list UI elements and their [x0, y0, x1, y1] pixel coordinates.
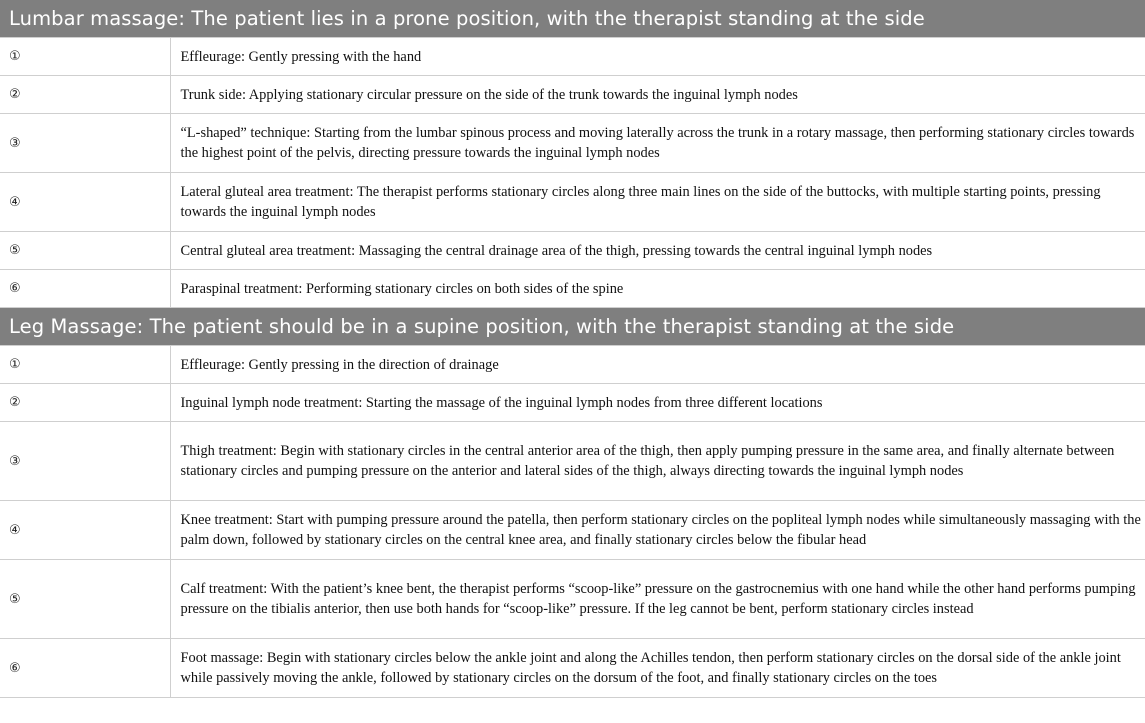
- step-number: ②: [0, 76, 170, 114]
- step-description: Foot massage: Begin with stationary circles below the ankle joint and along the Achilles tendon, then perform stationary circles on the dorsal side of the ankle joint while passively moving the ankle, followed by stationary circles on the dorsum of the foot, and finally stationary circles on the toes: [170, 639, 1145, 698]
- step-number: ④: [0, 173, 170, 232]
- step-number: ①: [0, 346, 170, 384]
- table-row: [0, 384, 1145, 422]
- step-number: ③: [0, 114, 170, 173]
- step-description: Trunk side: Applying stationary circular pressure on the side of the trunk towards the inguinal lymph nodes: [170, 76, 1145, 114]
- step-number: ⑤: [0, 560, 170, 639]
- table-row: [0, 639, 1145, 698]
- section-header-leg: [0, 308, 1145, 346]
- table-row: [0, 173, 1145, 232]
- step-number: ⑥: [0, 639, 170, 698]
- step-description: “L-shaped” technique: Starting from the lumbar spinous process and moving laterally across the trunk in a rotary massage, then performing stationary circles towards the highest point of the pelvis, directing pressure towards the inguinal lymph nodes: [170, 114, 1145, 173]
- table-row: [0, 422, 1145, 501]
- table-row: [0, 346, 1145, 384]
- step-number: ⑥: [0, 270, 170, 308]
- table-row: [0, 114, 1145, 173]
- section-title: Leg Massage: The patient should be in a supine position, with the therapist standing at the side: [0, 308, 1145, 346]
- step-description: Inguinal lymph node treatment: Starting the massage of the inguinal lymph nodes from three different locations: [170, 384, 1145, 422]
- step-description: Paraspinal treatment: Performing stationary circles on both sides of the spine: [170, 270, 1145, 308]
- step-description: Effleurage: Gently pressing with the hand: [170, 38, 1145, 76]
- step-number: ④: [0, 501, 170, 560]
- section-title: Lumbar massage: The patient lies in a prone position, with the therapist standing at the side: [0, 0, 1145, 38]
- step-description: Lateral gluteal area treatment: The therapist performs stationary circles along three main lines on the side of the buttocks, with multiple starting points, pressing towards the inguinal lymph nodes: [170, 173, 1145, 232]
- table-row: [0, 232, 1145, 270]
- table-row: [0, 270, 1145, 308]
- step-description: Effleurage: Gently pressing in the direction of drainage: [170, 346, 1145, 384]
- step-number: ①: [0, 38, 170, 76]
- step-description: Thigh treatment: Begin with stationary circles in the central anterior area of the thigh, then apply pumping pressure in the same area, and finally alternate between stationary circles and pumping pressure on the anterior and lateral sides of the thigh, always directing towards the inguinal lymph nodes: [170, 422, 1145, 501]
- step-number: ⑤: [0, 232, 170, 270]
- table-row: [0, 38, 1145, 76]
- step-description: Knee treatment: Start with pumping pressure around the patella, then perform stationary circles on the popliteal lymph nodes while simultaneously massaging with the palm down, followed by stationary circles on the central knee area, and finally stationary circles below the fibular head: [170, 501, 1145, 560]
- table-row: [0, 501, 1145, 560]
- step-description: Central gluteal area treatment: Massaging the central drainage area of the thigh, pressing towards the central inguinal lymph nodes: [170, 232, 1145, 270]
- table-row: [0, 560, 1145, 639]
- table-row: [0, 76, 1145, 114]
- step-number: ③: [0, 422, 170, 501]
- step-number: ②: [0, 384, 170, 422]
- section-header-lumbar: [0, 0, 1145, 38]
- step-description: Calf treatment: With the patient’s knee bent, the therapist performs “scoop-like” pressure on the gastrocnemius with one hand while the other hand performs pumping pressure on the tibialis anterior, then use both hands for “scoop-like” pressure. If the leg cannot be bent, perform stationary circles instead: [170, 560, 1145, 639]
